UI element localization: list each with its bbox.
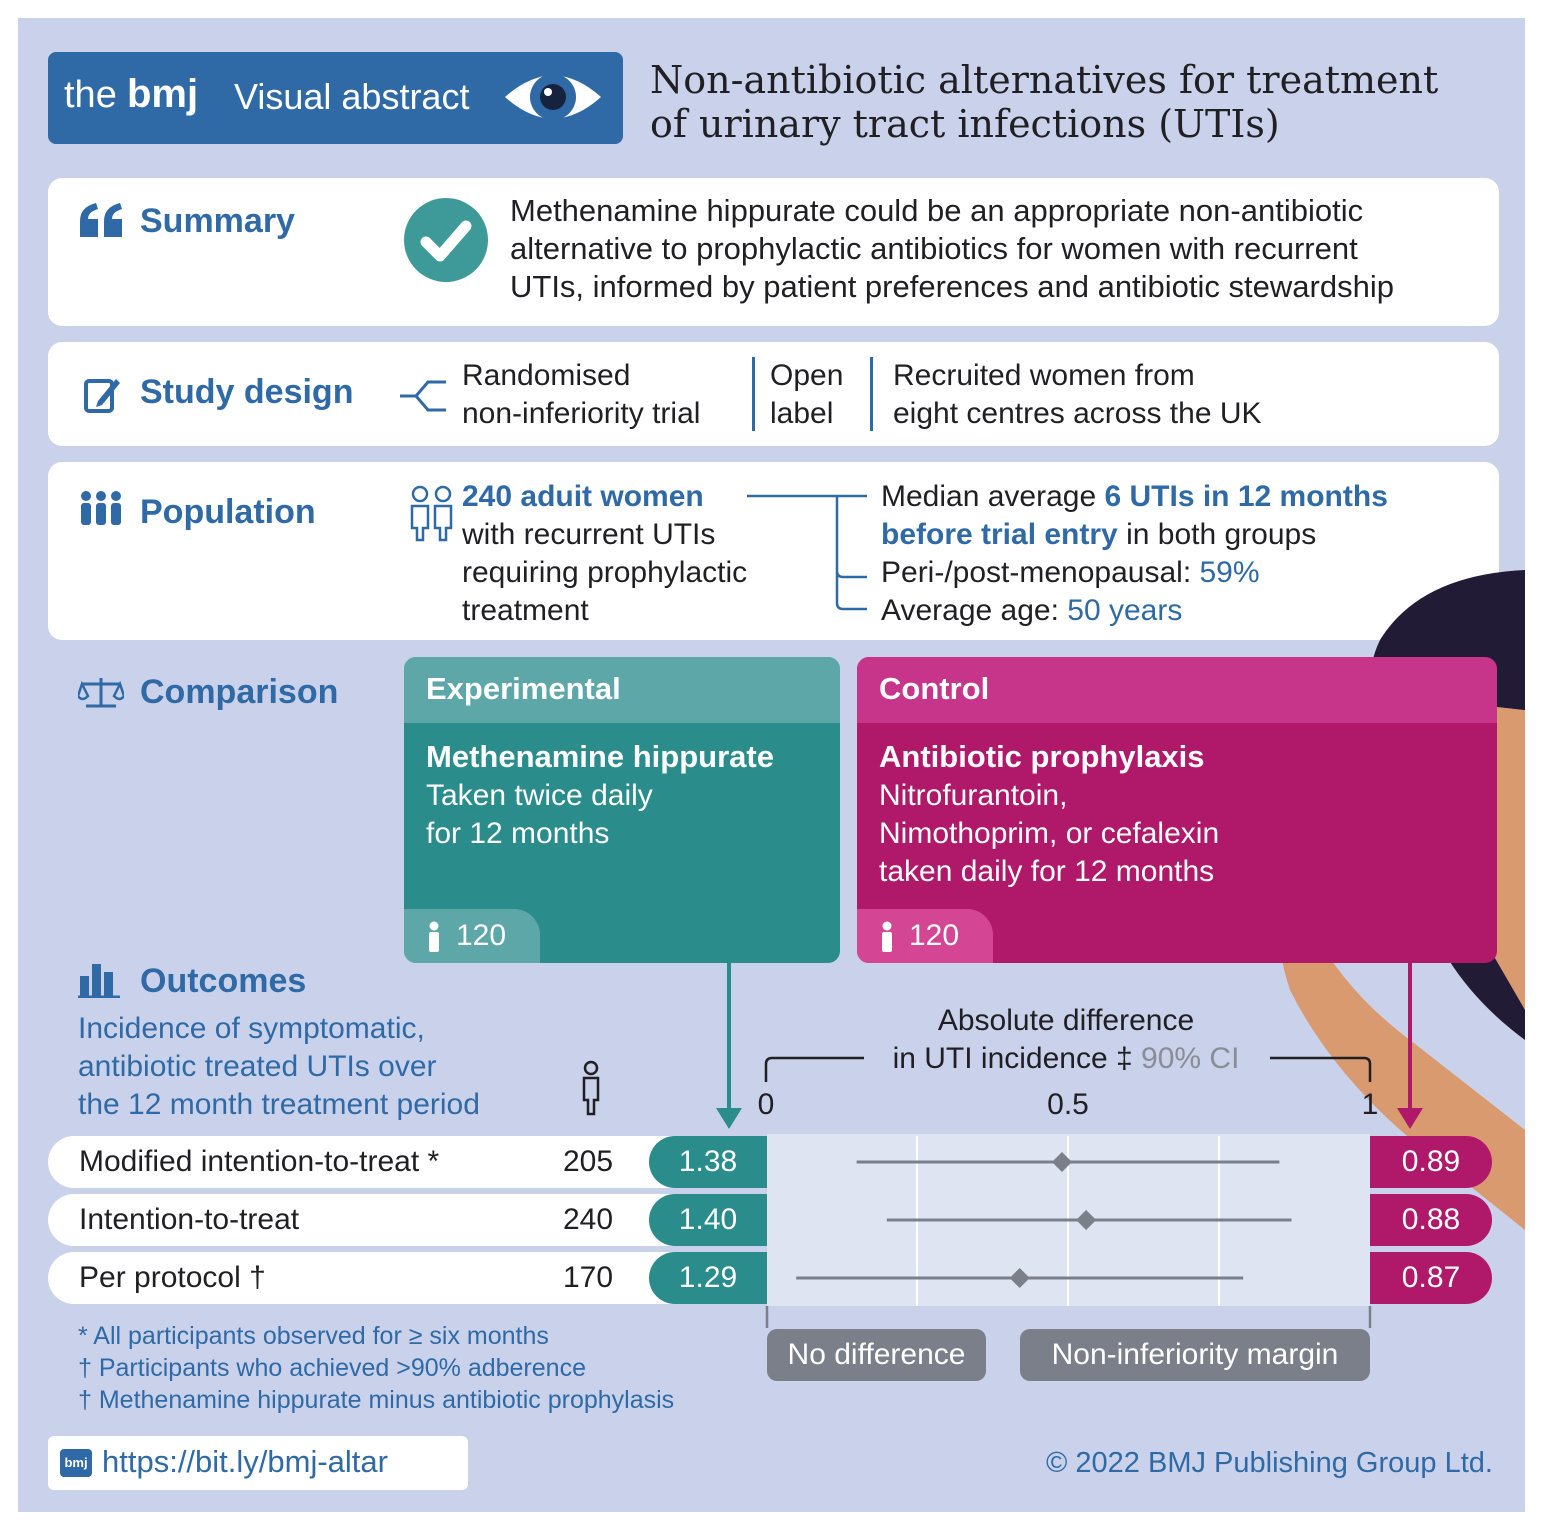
tick-label: 1 bbox=[1361, 1088, 1379, 1121]
control-value: 0.89 bbox=[1370, 1136, 1492, 1188]
row-label: Intention-to-treat bbox=[79, 1203, 300, 1236]
url-box[interactable] bbox=[48, 1436, 468, 1490]
control-header bbox=[857, 657, 1497, 723]
person-icon bbox=[426, 921, 442, 953]
tick-label: 0.5 bbox=[1047, 1088, 1089, 1121]
detail-highlight: before trial entry bbox=[881, 518, 1118, 551]
control-count: 120 bbox=[909, 919, 960, 952]
summary-label: Summary bbox=[140, 202, 295, 240]
summary-line-3: UTIs, informed by patient preferences and antibiotic stewardship bbox=[510, 269, 1394, 304]
footnote-2: † Participants who achieved >90% adberence bbox=[78, 1354, 586, 1382]
summary-line-1: Methenamine hippurate could be an appropriate non-antibiotic bbox=[510, 193, 1364, 228]
forest-plot bbox=[740, 1080, 1400, 1320]
brand-bmj: bmj bbox=[127, 72, 199, 116]
control-value: 0.88 bbox=[1370, 1194, 1492, 1246]
control-arm-box bbox=[857, 657, 1497, 963]
comparison-label: Comparison bbox=[140, 673, 339, 711]
experimental-header-text: Experimental bbox=[426, 671, 621, 706]
experimental-body bbox=[426, 777, 653, 853]
visual-abstract-label: Visual abstract bbox=[234, 76, 470, 117]
point-estimate bbox=[1010, 1268, 1030, 1288]
control-value: 0.87 bbox=[1370, 1252, 1492, 1304]
detail-highlight: 59% bbox=[1199, 556, 1260, 589]
experimental-body-line-2: for 12 months bbox=[426, 817, 610, 850]
title-line-1: Non-antibiotic alternatives for treatment bbox=[650, 58, 1439, 102]
detail-highlight: 6 UTIs in 12 months bbox=[1104, 480, 1388, 513]
footnote-1: * All participants observed for ≥ six months bbox=[78, 1322, 549, 1350]
non-inferiority-margin-tag: Non-inferiority margin bbox=[1020, 1329, 1370, 1381]
control-header-text: Control bbox=[879, 671, 990, 706]
people-icon bbox=[78, 490, 124, 526]
experimental-value: 1.40 bbox=[649, 1194, 767, 1246]
experimental-value: 1.38 bbox=[649, 1136, 767, 1188]
control-count-badge bbox=[857, 909, 993, 963]
control-title: Antibiotic prophylaxis bbox=[879, 739, 1205, 774]
population-line-2: with recurrent UTIs bbox=[462, 518, 716, 551]
summary-text bbox=[510, 192, 1394, 306]
experimental-title: Methenamine hippurate bbox=[426, 739, 774, 774]
outcomes-desc-line-3: the 12 month treatment period bbox=[78, 1088, 480, 1121]
short-url-link[interactable]: https://bit.ly/bmj-altar bbox=[102, 1444, 388, 1479]
row-n: 205 bbox=[563, 1145, 614, 1178]
control-body-line-1: Nitrofurantoin, bbox=[879, 779, 1068, 812]
brand-the: the bbox=[64, 74, 117, 116]
experimental-body-line-1: Taken twice daily bbox=[426, 779, 653, 812]
design-item-1-line-2: non-inferiority trial bbox=[462, 397, 701, 430]
axis-ci-label: 90% CI bbox=[1141, 1042, 1240, 1075]
design-item-3-line-1: Recruited women from bbox=[893, 359, 1195, 392]
detail-text: Peri-/post-menopausal: bbox=[881, 556, 1200, 589]
experimental-header bbox=[404, 657, 840, 723]
point-estimate bbox=[1076, 1210, 1096, 1230]
page-title bbox=[650, 58, 1510, 146]
detail-text: Average age: bbox=[881, 594, 1068, 627]
table-row bbox=[48, 1194, 748, 1246]
population-label: Population bbox=[140, 493, 316, 531]
control-body-line-2: Nimothoprim, or cefalexin bbox=[879, 817, 1220, 850]
title-line-2: of urinary tract infections (UTIs) bbox=[650, 102, 1280, 146]
women-outline-icon bbox=[408, 484, 456, 542]
axis-title-line-2: in UTI incidence ‡ bbox=[892, 1042, 1133, 1075]
row-n: 170 bbox=[563, 1261, 614, 1294]
study-design-label: Study design bbox=[140, 373, 354, 411]
population-line-1: 240 aduit women bbox=[462, 480, 704, 513]
axis-title-line-1: Absolute difference bbox=[937, 1004, 1195, 1037]
detail-text: in both groups bbox=[1117, 518, 1317, 551]
experimental-arm-box bbox=[404, 657, 840, 963]
design-item-2-line-2: label bbox=[770, 397, 834, 430]
bmj-badge-icon: bmj bbox=[60, 1449, 92, 1477]
row-label: Modified intention-to-treat * bbox=[79, 1145, 440, 1178]
outcomes-desc-line-1: Incidence of symptomatic, bbox=[78, 1012, 425, 1045]
footnote-3: † Methenamine hippurate minus antibiotic prophylasis bbox=[78, 1386, 675, 1414]
design-item-1-line-1: Randomised bbox=[462, 359, 631, 392]
branch-icon bbox=[398, 376, 448, 416]
table-row bbox=[48, 1252, 748, 1304]
person-icon bbox=[879, 921, 895, 953]
outcomes-desc-line-2: antibiotic treated UTIs over bbox=[78, 1050, 437, 1083]
experimental-value: 1.29 bbox=[649, 1252, 767, 1304]
outcomes-description bbox=[78, 1010, 480, 1124]
population-bracket bbox=[745, 485, 875, 615]
divider bbox=[870, 357, 873, 431]
design-item-randomised bbox=[462, 357, 700, 433]
detail-highlight: 50 years bbox=[1067, 594, 1183, 627]
person-outline-icon bbox=[580, 1060, 602, 1116]
table-row bbox=[48, 1136, 748, 1188]
design-item-2-line-1: Open bbox=[770, 359, 844, 392]
check-icon bbox=[402, 196, 490, 284]
bar-chart-icon bbox=[78, 962, 122, 998]
population-line-4: treatment bbox=[462, 594, 589, 627]
copyright: © 2022 BMJ Publishing Group Ltd. bbox=[1046, 1447, 1493, 1479]
outcomes-label: Outcomes bbox=[140, 962, 307, 1000]
experimental-count: 120 bbox=[456, 919, 507, 952]
divider bbox=[752, 357, 755, 431]
design-item-open-label bbox=[770, 357, 843, 433]
control-body-line-3: taken daily for 12 months bbox=[879, 855, 1215, 888]
detail-text: Median average bbox=[881, 480, 1105, 513]
design-item-3-line-2: eight centres across the UK bbox=[893, 397, 1262, 430]
row-label: Per protocol † bbox=[79, 1261, 266, 1294]
row-n: 240 bbox=[563, 1203, 614, 1236]
pencil-icon bbox=[84, 375, 120, 413]
population-detail-utis bbox=[881, 478, 1388, 516]
population-line-3: requiring prophylactic bbox=[462, 556, 748, 589]
scales-icon bbox=[78, 676, 124, 710]
design-item-recruited bbox=[893, 357, 1262, 433]
population-main-text bbox=[462, 478, 747, 630]
eye-icon bbox=[503, 62, 603, 132]
tick-label: 0 bbox=[757, 1088, 775, 1121]
population-detail-entry bbox=[881, 516, 1388, 554]
no-difference-tag: No difference bbox=[767, 1329, 986, 1381]
quote-icon bbox=[78, 203, 124, 239]
summary-line-2: alternative to prophylactic antibiotics for women with recurrent bbox=[510, 231, 1358, 266]
experimental-count-badge bbox=[404, 909, 540, 963]
control-body bbox=[879, 777, 1219, 891]
